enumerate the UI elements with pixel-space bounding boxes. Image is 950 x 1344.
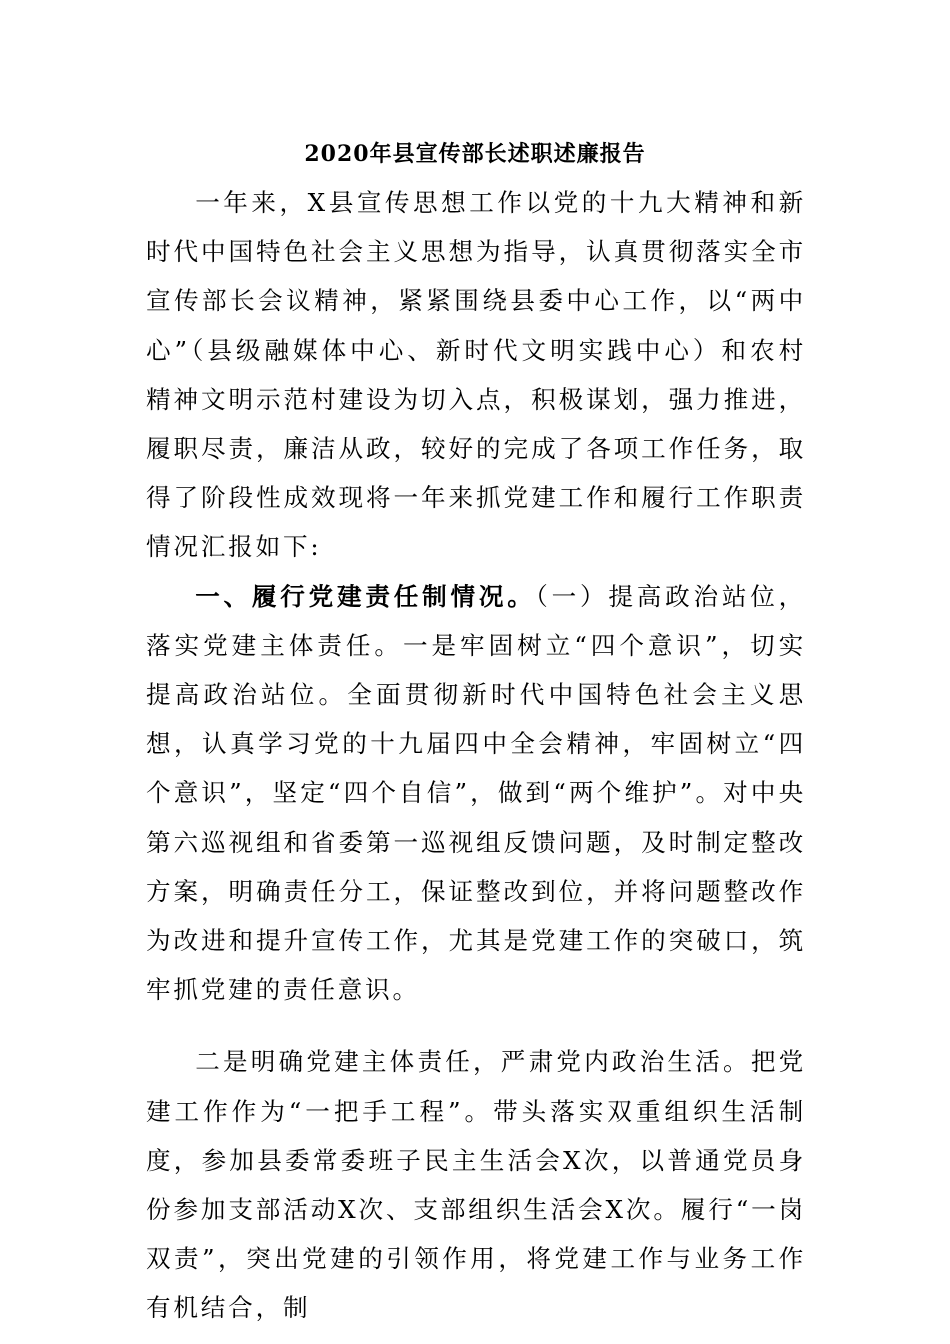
paragraph-intro-text: 一年来，X县宣传思想工作以党的十九大精神和新时代中国特色社会主义思想为指导，认真贯彻落实全市宣传部长会议精神，紧紧围绕县委中心工作，以“两中心”（县级融媒体中心、新时代文明实践中心）和农村精神文明示范村建设为切入点，积极谋划，强力推进，履职尽责，廉洁从政，较好的完成了各项工作任务，取得了阶段性成效现将一年来抓党建工作和履行工作职责情况汇报如下:: [146, 188, 806, 562]
document-body: [146, 178, 806, 1333]
paragraph-section-one: [146, 572, 806, 1015]
section-heading: 一、履行党建责任制情况。: [195, 581, 536, 611]
paragraph-intro: [146, 178, 806, 572]
document-title: 2020年县宣传部长述职述廉报告: [304, 141, 646, 167]
paragraph-second-point: [146, 1037, 806, 1332]
paragraph-second-point-text: 二是明确党建主体责任，严肃党内政治生活。把党建工作作为“一把手工程”。带头落实双重组织生活制度，参加县委常委班子民主生活会X次，以普通党员身份参加支部活动X次、支部组织生活会X次。履行“一岗双责”，突出党建的引领作用，将党建工作与业务工作有机结合，制: [146, 1047, 806, 1323]
paragraph-section-one-text: （一）提高政治站位，落实党建主体责任。一是牢固树立“四个意识”，切实提高政治站位。全面贯彻新时代中国特色社会主义思想，认真学习党的十九届四中全会精神，牢固树立“四个意识”，坚定“四个自信”，做到“两个维护”。对中央第六巡视组和省委第一巡视组反馈问题，及时制定整改方案，明确责任分工，保证整改到位，并将问题整改作为改进和提升宣传工作，尤其是党建工作的突破口，筑牢抓党建的责任意识。: [146, 581, 806, 1005]
